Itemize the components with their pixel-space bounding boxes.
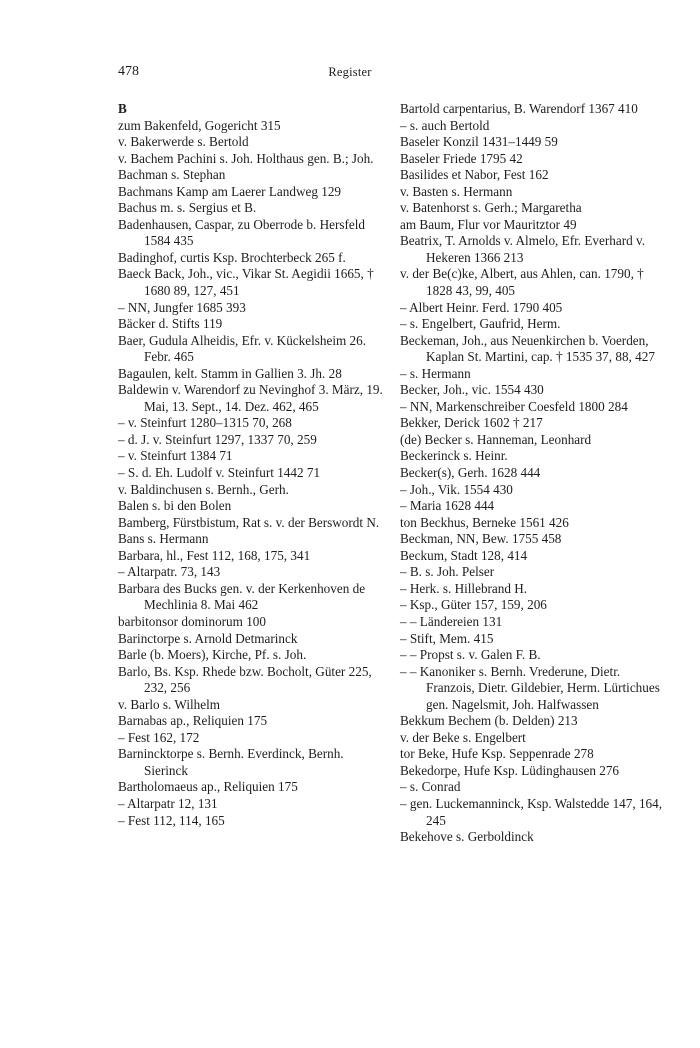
index-subentry: – s. auch Bertold xyxy=(400,117,490,133)
index-entry: v. Baldinchusen s. Bernh., Gerh. xyxy=(118,481,289,497)
index-entry: Beatrix, T. Arnolds v. Almelo, Efr. Everhard v. Hekeren 1366 213 xyxy=(400,233,646,265)
index-entry: Becker(s), Gerh. 1628 444 xyxy=(400,465,541,481)
index-subentry: – Fest 112, 114, 165 xyxy=(118,812,225,828)
index-entry: Bachman s. Stephan xyxy=(118,167,226,183)
index-entry: Barlo, Bs. Ksp. Rhede bzw. Bocholt, Güter 225, 232, 256 xyxy=(118,663,372,696)
index-entry: v. Barlo s. Wilhelm xyxy=(118,696,221,712)
index-subentry: – s. Engelbert, Gaufrid, Herm. xyxy=(400,316,561,332)
index-entry: Becker, Joh., vic. 1554 430 xyxy=(400,382,544,398)
index-subentry: – Altarpatr. 73, 143 xyxy=(118,564,221,580)
index-entry: v. der Beke s. Engelbert xyxy=(400,729,526,745)
index-entry: Badinghof, curtis Ksp. Brochterbeck 265 f. xyxy=(118,249,346,265)
index-entry: v. Bachem Pachini s. Joh. Holthaus gen. B.; Joh. xyxy=(118,150,374,166)
index-entry: Baseler Friede 1795 42 xyxy=(400,150,523,166)
index-subentry: – s. Hermann xyxy=(400,365,471,381)
index-subentry: – Altarpatr 12, 131 xyxy=(118,795,218,811)
index-subentry: – – Ländereien 131 xyxy=(400,613,503,629)
index-subentry: – – Kanoniker s. Bernh. Vrederune, Dietr. Franzois, Dietr. Gildebier, Herm. Lürtichues gen. Nagelsmit, Joh. Halfwassen xyxy=(400,663,660,712)
left-column xyxy=(118,101,388,829)
index-entry: Baseler Konzil 1431–1449 59 xyxy=(400,134,558,150)
index-entry: Barinctorpe s. Arnold Detmarinck xyxy=(118,630,298,646)
index-subentry: – Albert Heinr. Ferd. 1790 405 xyxy=(400,299,563,315)
index-entry: Beckerinck s. Heinr. xyxy=(400,448,508,464)
index-entry: Bekker, Derick 1602 † 217 xyxy=(400,415,543,431)
page-number: 478 xyxy=(118,64,139,79)
index-entry: Beckeman, Joh., aus Neuenkirchen b. Voerden, Kaplan St. Martini, cap. † 1535 37, 88, 427 xyxy=(400,332,655,365)
index-subentry: – Maria 1628 444 xyxy=(400,498,495,514)
index-entry: Barnincktorpe s. Bernh. Everdinck, Bernh. Sierinck xyxy=(118,746,344,778)
index-entry: ton Beckhus, Berneke 1561 426 xyxy=(400,514,569,530)
index-entry: Bartold carpentarius, B. Warendorf 1367 410 xyxy=(400,101,638,116)
index-entry: Bekehove s. Gerboldinck xyxy=(400,829,534,845)
index-entry: Bachus m. s. Sergius et B. xyxy=(118,200,257,216)
index-subentry: – v. Steinfurt 1384 71 xyxy=(118,448,233,464)
index-entry: Barbara des Bucks gen. v. der Kerkenhoven de Mechlinia 8. Mai 462 xyxy=(118,580,366,613)
index-subentry: – s. Conrad xyxy=(400,779,461,795)
index-entry: Bäcker d. Stifts 119 xyxy=(118,316,223,332)
index-entry: barbitonsor dominorum 100 xyxy=(118,613,266,629)
index-entry: v. Batenhorst s. Gerh.; Margaretha xyxy=(400,200,582,216)
index-entry: Bekkum Bechem (b. Delden) 213 xyxy=(400,713,578,729)
index-entry: Beckum, Stadt 128, 414 xyxy=(400,547,528,563)
page-header xyxy=(0,64,700,84)
index-entry: Baldewin v. Warendorf zu Nevinghof 3. März, 19. Mai, 13. Sept., 14. Dez. 462, 465 xyxy=(118,382,383,414)
index-entry: Barbara, hl., Fest 112, 168, 175, 341 xyxy=(118,547,311,563)
index-entry: zum Bakenfeld, Gogericht 315 xyxy=(118,117,281,133)
running-head: Register xyxy=(328,65,372,79)
index-subentry: – Joh., Vik. 1554 430 xyxy=(400,481,513,497)
index-subentry: – Ksp., Güter 157, 159, 206 xyxy=(400,597,547,613)
index-entry: Bans s. Hermann xyxy=(118,531,209,547)
index-entry: Barnabas ap., Reliquien 175 xyxy=(118,713,268,729)
index-entry: Balen s. bi den Bolen xyxy=(118,498,232,514)
index-entry: v. Bakerwerde s. Bertold xyxy=(118,134,249,150)
index-subentry: – d. J. v. Steinfurt 1297, 1337 70, 259 xyxy=(118,431,317,447)
index-entry: tor Beke, Hufe Ksp. Seppenrade 278 xyxy=(400,746,594,762)
right-column xyxy=(400,101,670,846)
index-entry: Basilides et Nabor, Fest 162 xyxy=(400,167,549,183)
index-entry: am Baum, Flur vor Mauritztor 49 xyxy=(400,216,577,232)
index-subentry: – B. s. Joh. Pelser xyxy=(400,564,495,580)
index-entry: Bamberg, Fürstbistum, Rat s. v. der Berswordt N. xyxy=(118,514,380,530)
index-subentry: – Stift, Mem. 415 xyxy=(400,630,494,646)
index-entry: Bachmans Kamp am Laerer Landweg 129 xyxy=(118,183,342,199)
index-entry: v. Basten s. Hermann xyxy=(400,183,513,199)
index-subentry: – S. d. Eh. Ludolf v. Steinfurt 1442 71 xyxy=(118,465,321,481)
index-entry: Bartholomaeus ap., Reliquien 175 xyxy=(118,779,298,795)
letter-heading: B xyxy=(118,101,127,116)
index-entry: Baer, Gudula Alheidis, Efr. v. Kückelsheim 26. Febr. 465 xyxy=(118,332,367,365)
index-entry: Barle (b. Moers), Kirche, Pf. s. Joh. xyxy=(118,647,307,663)
index-subentry: – v. Steinfurt 1280–1315 70, 268 xyxy=(118,415,292,431)
index-entry: Bekedorpe, Hufe Ksp. Lüdinghausen 276 xyxy=(400,762,620,778)
index-subentry: – gen. Luckemanninck, Ksp. Walstedde 147, 164, 245 xyxy=(400,795,663,828)
index-entry: v. der Be(c)ke, Albert, aus Ahlen, can. 1790, † 1828 43, 99, 405 xyxy=(400,266,644,299)
index-entry: Bagaulen, kelt. Stamm in Gallien 3. Jh. 28 xyxy=(118,365,342,381)
index-subentry: – Herk. s. Hillebrand H. xyxy=(400,580,528,596)
index-subentry: – NN, Jungfer 1685 393 xyxy=(118,299,246,315)
index-entry: Badenhausen, Caspar, zu Oberrode b. Hersfeld 1584 435 xyxy=(118,216,366,249)
index-subentry: – – Propst s. v. Galen F. B. xyxy=(400,647,541,663)
index-entry: Beckman, NN, Bew. 1755 458 xyxy=(400,531,562,547)
index-entry: Baeck Back, Joh., vic., Vikar St. Aegidii 1665, † 1680 89, 127, 451 xyxy=(118,266,374,299)
index-subentry: – Fest 162, 172 xyxy=(118,729,200,745)
index-entry: (de) Becker s. Hanneman, Leonhard xyxy=(400,431,592,447)
index-subentry: – NN, Markenschreiber Coesfeld 1800 284 xyxy=(400,398,628,414)
